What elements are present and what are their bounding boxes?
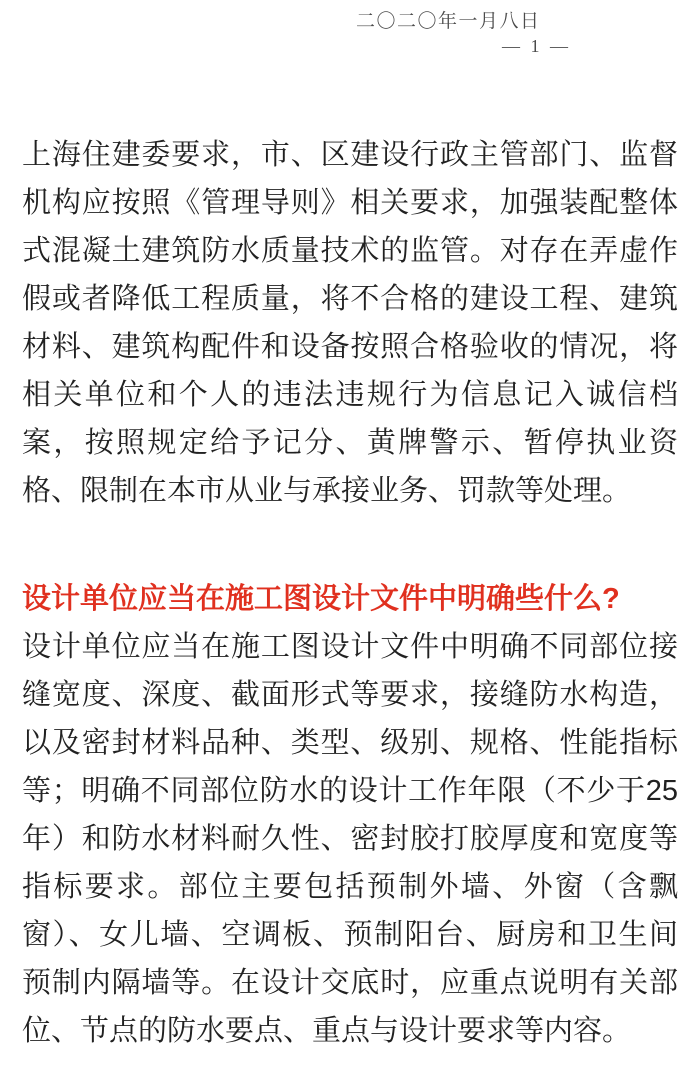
paragraph-1 <box>22 131 678 515</box>
scan-header <box>0 0 700 72</box>
paragraph-line: 假或者降低工程质量，将不合格的建设工程、建筑 <box>22 283 678 315</box>
paragraph-line: 材料、建筑构配件和设备按照合格验收的情况，将 <box>22 331 678 363</box>
document-date: 二〇二〇年一月八日 <box>356 11 541 32</box>
paragraph-line: 上海住建委要求，市、区建设行政主管部门、监督 <box>22 139 678 171</box>
paragraph-line: 年）和防水材料耐久性、密封胶打胶厚度和宽度等 <box>22 823 678 855</box>
paragraph-line: 设计单位应当在施工图设计文件中明确不同部位接 <box>22 631 678 663</box>
paragraph-line: 缝宽度、深度、截面形式等要求，接缝防水构造， <box>22 679 678 711</box>
paragraph-line: 位、节点的防水要点、重点与设计要求等内容。 <box>22 1015 632 1047</box>
paragraph-line: 案，按照规定给予记分、黄牌警示、暂停执业资 <box>22 427 678 459</box>
paragraph-line: 指标要求。部位主要包括预制外墙、外窗（含飘 <box>22 871 678 903</box>
section-heading: 设计单位应当在施工图设计文件中明确些什么? <box>22 583 620 615</box>
page-number: — 1 — <box>502 36 571 56</box>
paragraph-line: 格、限制在本市从业与承接业务、罚款等处理。 <box>22 475 632 507</box>
paragraph-line: 等；明确不同部位防水的设计工作年限（不少于25 <box>22 775 678 807</box>
paragraph-line: 机构应按照《管理导则》相关要求，加强装配整体 <box>22 187 678 219</box>
article-body <box>22 131 678 1055</box>
paragraph-line: 相关单位和个人的违法违规行为信息记入诚信档 <box>22 379 678 411</box>
paragraph-line: 式混凝土建筑防水质量技术的监管。对存在弄虚作 <box>22 235 678 267</box>
paragraph-line: 窗）、女儿墙、空调板、预制阳台、厨房和卫生间 <box>22 919 678 951</box>
paragraph-line: 以及密封材料品种、类型、级别、规格、性能指标 <box>22 727 678 759</box>
paragraph-2 <box>22 623 678 1055</box>
paragraph-line: 预制内隔墙等。在设计交底时，应重点说明有关部 <box>22 967 678 999</box>
